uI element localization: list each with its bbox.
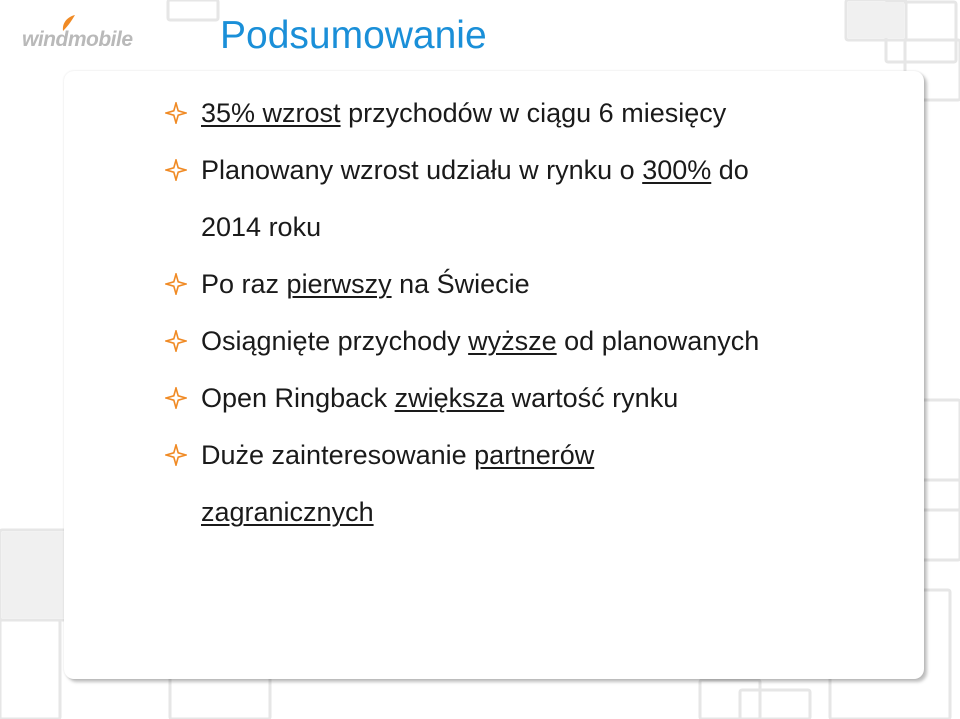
bullet-text — [201, 269, 530, 299]
four-point-star-icon — [165, 273, 187, 295]
underlined-text: partnerów zagranicznych — [201, 440, 595, 527]
four-point-star-icon — [165, 102, 187, 124]
bullet-item — [64, 85, 761, 142]
bullet-text-segment: od planowanych — [556, 326, 760, 356]
four-point-star-icon — [165, 387, 187, 409]
underlined-text: 300% — [642, 155, 712, 185]
bullet-text-segment: Osiągnięte przychody — [201, 326, 469, 356]
bullet-item — [64, 313, 761, 370]
underlined-text: wyższe — [468, 326, 557, 356]
bullet-text — [201, 98, 726, 128]
underlined-text: pierwszy — [286, 269, 392, 299]
bullet-list — [64, 71, 924, 541]
underlined-text: zwiększa — [394, 383, 505, 413]
four-point-star-icon — [165, 444, 187, 466]
underlined-text: 35% wzrost — [201, 98, 341, 128]
bullet-text-segment: przychodów w ciągu 6 miesięcy — [340, 98, 727, 128]
bullet-text — [201, 440, 594, 527]
bullet-item — [64, 256, 761, 313]
bullet-text — [201, 326, 759, 356]
bullet-text-segment: do 2014 roku — [201, 155, 749, 242]
windmobile-logo — [0, 0, 170, 70]
bullet-text-segment: Po raz — [201, 269, 287, 299]
bullet-text — [201, 155, 749, 242]
bullet-text-segment: Planowany wzrost udziału w rynku o — [201, 155, 643, 185]
bullet-text-segment: Duże zainteresowanie — [201, 440, 475, 470]
bullet-item — [64, 370, 761, 427]
bullet-text-segment: na Świecie — [391, 269, 530, 299]
logo-text: windmobile — [22, 28, 133, 51]
bullet-item — [64, 142, 761, 256]
slide-title: Podsumowanie — [220, 14, 487, 57]
bullet-text — [201, 383, 678, 413]
bullet-text-segment: Open Ringback — [201, 383, 395, 413]
four-point-star-icon — [165, 330, 187, 352]
four-point-star-icon — [165, 159, 187, 181]
bullet-item — [64, 427, 761, 541]
bullet-text-segment: wartość rynku — [504, 383, 679, 413]
